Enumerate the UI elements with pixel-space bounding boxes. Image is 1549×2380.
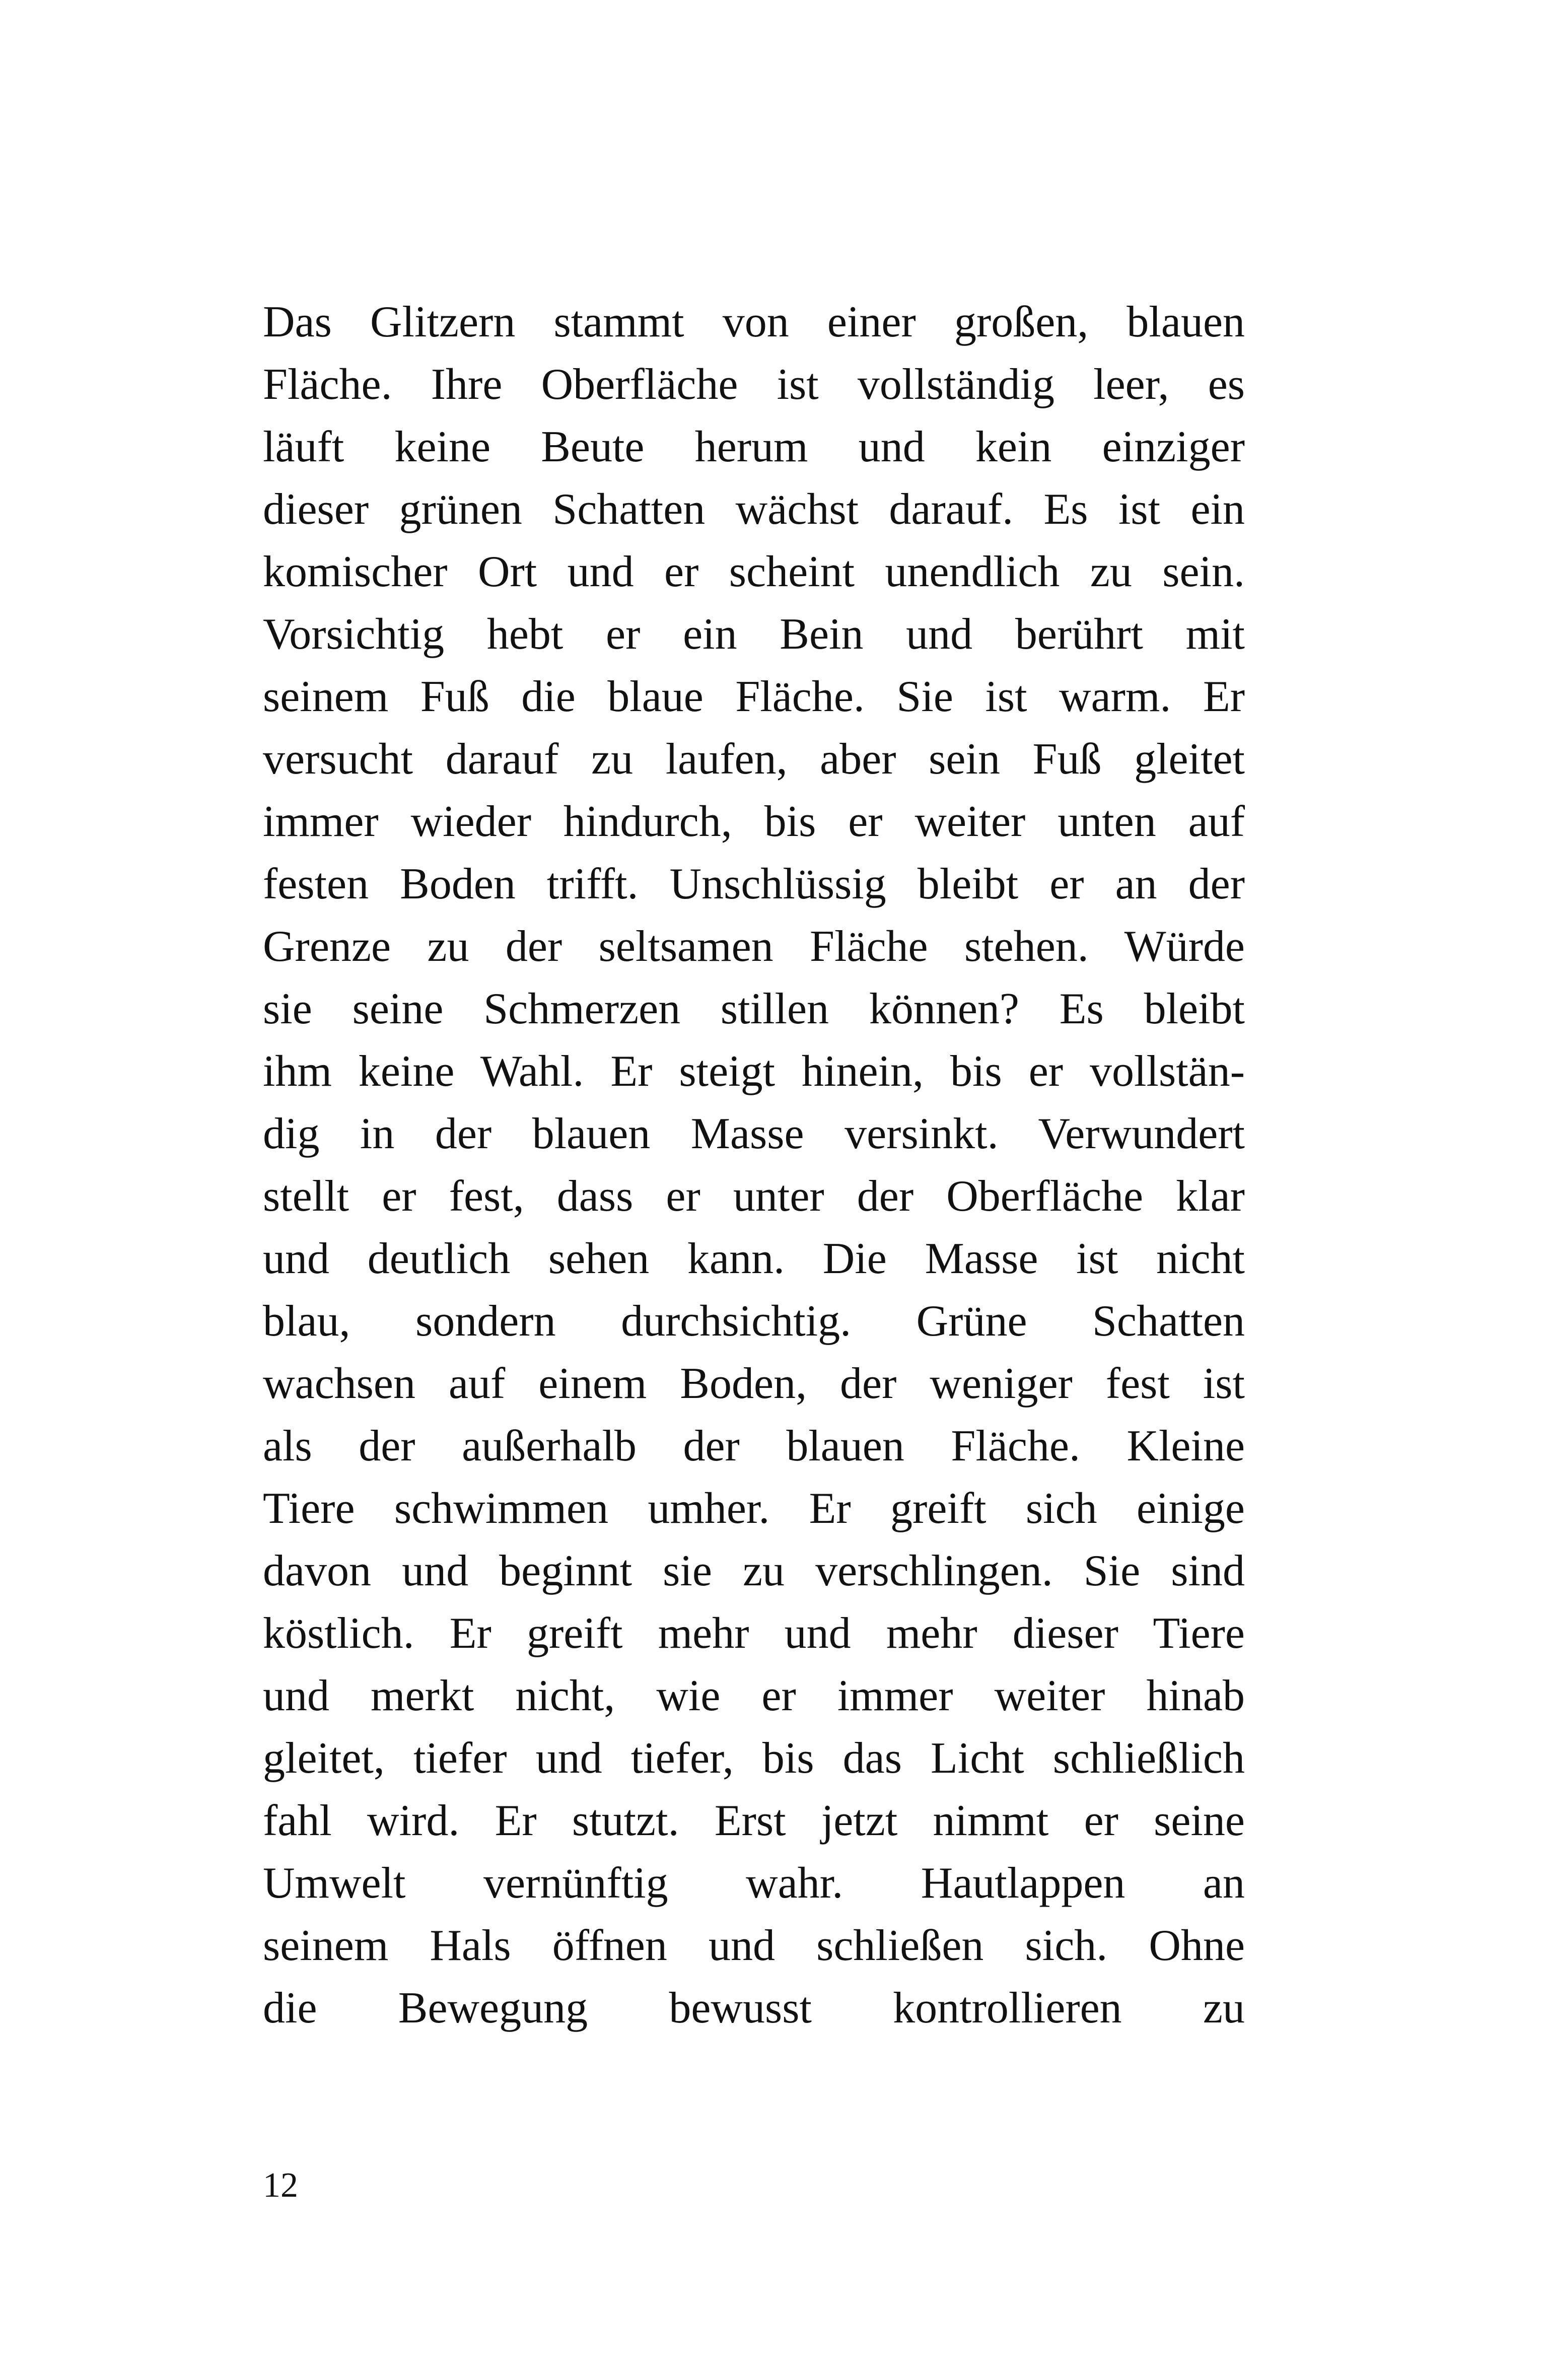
text-line: seinem Hals öffnen und schließen sich. Ohne xyxy=(263,1921,1245,1970)
text-line: gleitet, tiefer und tiefer, bis das Licht schließlich xyxy=(263,1734,1245,1783)
text-line: davon und beginnt sie zu verschlingen. Sie sind xyxy=(263,1547,1245,1595)
text-line: ihm keine Wahl. Er steigt hinein, bis er vollstän- xyxy=(263,1047,1245,1096)
text-line: immer wieder hindurch, bis er weiter unten auf xyxy=(263,797,1245,846)
text-line: Fläche. Ihre Oberfläche ist vollständig leer, es xyxy=(263,360,1245,409)
text-line: Vorsichtig hebt er ein Bein und berührt mit xyxy=(263,610,1245,659)
text-line: sie seine Schmerzen stillen können? Es bleibt xyxy=(263,985,1245,1033)
text-line: köstlich. Er greift mehr und mehr dieser Tiere xyxy=(263,1609,1245,1658)
text-line: dig in der blauen Masse versinkt. Verwundert xyxy=(263,1109,1245,1158)
text-line: Das Glitzern stammt von einer großen, blauen xyxy=(263,298,1245,346)
text-line: seinem Fuß die blaue Fläche. Sie ist warm. Er xyxy=(263,672,1245,721)
text-line: die Bewegung bewusst kontrollieren zu xyxy=(263,1984,1245,2033)
text-line: dieser grünen Schatten wächst darauf. Es ist ein xyxy=(263,485,1245,534)
text-line: und deutlich sehen kann. Die Masse ist nicht xyxy=(263,1234,1245,1283)
body-text xyxy=(263,291,1245,2040)
text-line: festen Boden trifft. Unschlüssig bleibt er an der xyxy=(263,860,1245,908)
text-line: wachsen auf einem Boden, der weniger fest ist xyxy=(263,1359,1245,1408)
text-line: komischer Ort und er scheint unendlich zu sein. xyxy=(263,547,1245,596)
text-line: blau, sondern durchsichtig. Grüne Schatten xyxy=(263,1297,1245,1346)
text-line: läuft keine Beute herum und kein einziger xyxy=(263,423,1245,471)
text-line: Tiere schwimmen umher. Er greift sich einige xyxy=(263,1484,1245,1533)
text-line: stellt er fest, dass er unter der Oberfläche klar xyxy=(263,1172,1245,1221)
text-line: fahl wird. Er stutzt. Erst jetzt nimmt er seine xyxy=(263,1796,1245,1845)
text-line: Umwelt vernünftig wahr. Hautlappen an xyxy=(263,1859,1245,1908)
text-line: als der außerhalb der blauen Fläche. Kleine xyxy=(263,1422,1245,1471)
page-number: 12 xyxy=(263,2166,298,2205)
text-line: versucht darauf zu laufen, aber sein Fuß gleitet xyxy=(263,735,1245,784)
text-line: Grenze zu der seltsamen Fläche stehen. Würde xyxy=(263,922,1245,971)
text-line: und merkt nicht, wie er immer weiter hinab xyxy=(263,1671,1245,1720)
